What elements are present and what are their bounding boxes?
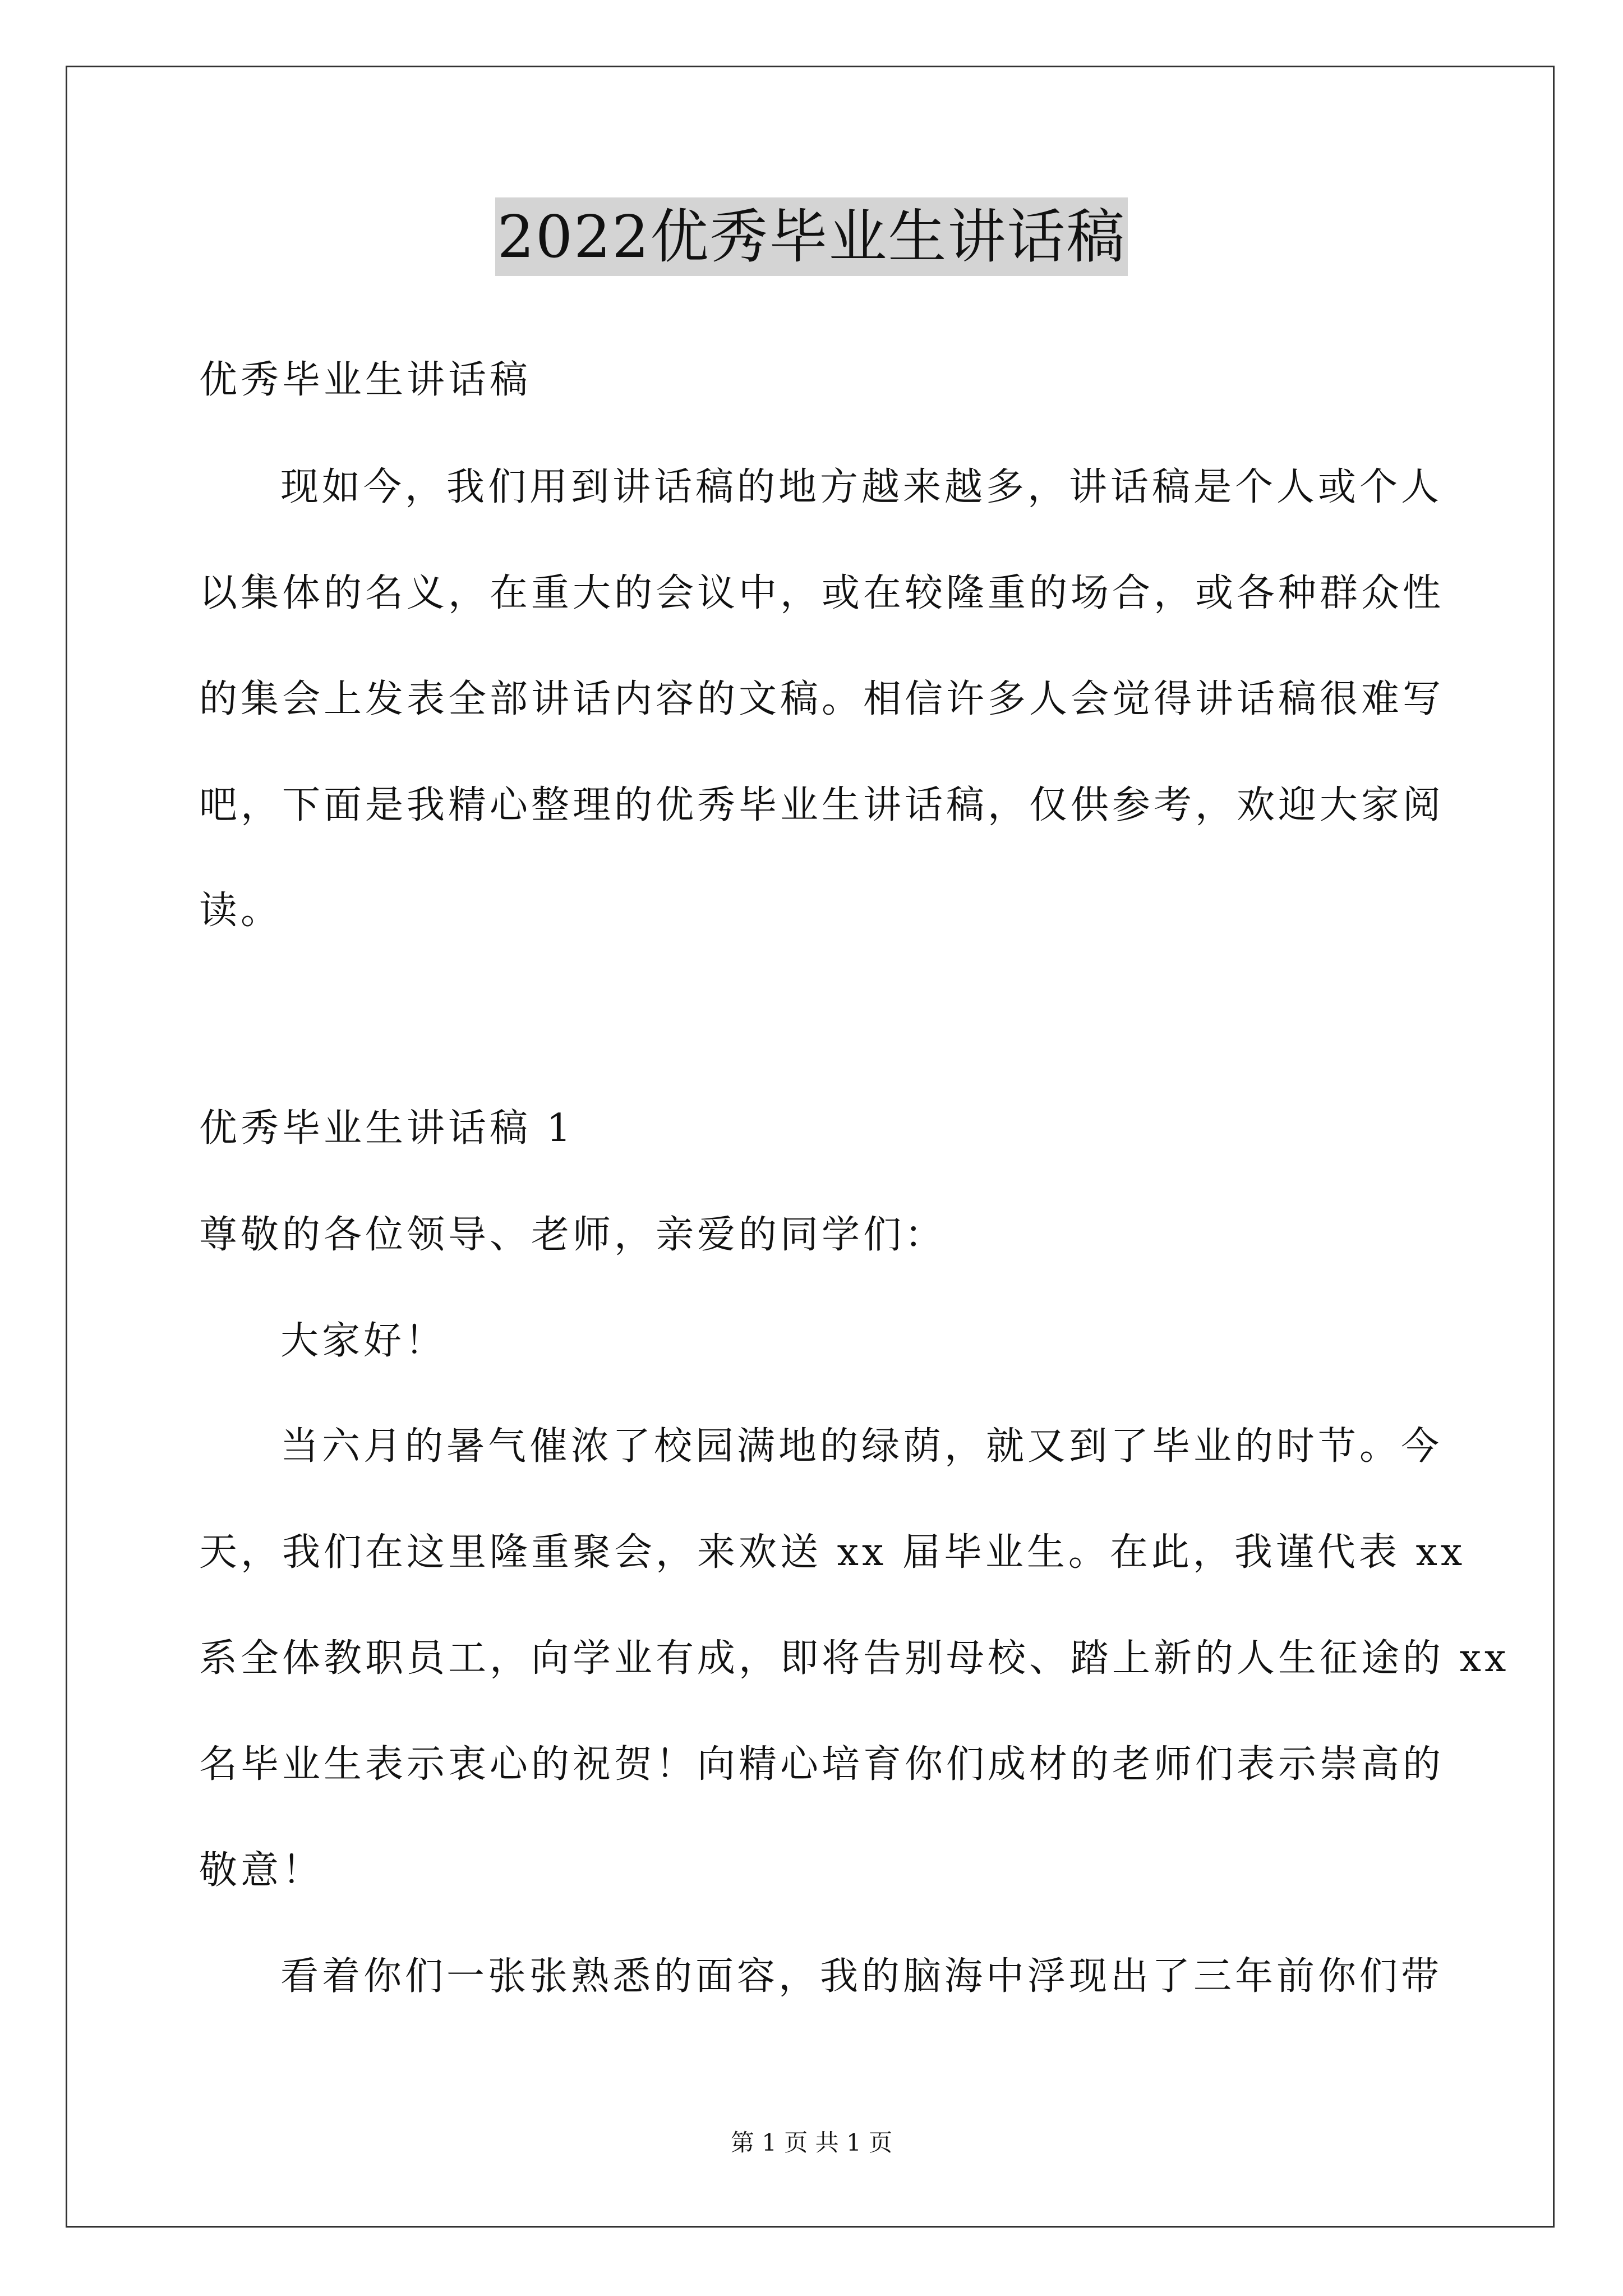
greeting: 大家好！ xyxy=(280,1319,447,1363)
body-line: 看着你们一张张熟悉的面容，我的脑海中浮现出了三年前你们带 xyxy=(280,1954,1443,1999)
title-container xyxy=(0,197,1623,276)
intro-line: 以集体的名义，在重大的会议中，或在较隆重的场合，或各种群众性 xyxy=(199,571,1445,615)
body-line: 系全体教职员工，向学业有成，即将告别母校、踏上新的人生征途的 xx xyxy=(199,1636,1510,1681)
body-line: 名毕业生表示衷心的祝贺！向精心培育你们成材的老师们表示崇高的 xyxy=(199,1742,1445,1787)
document-subtitle: 优秀毕业生讲话稿 xyxy=(199,358,532,402)
intro-line: 读。 xyxy=(199,889,283,933)
document-title: 2022优秀毕业生讲话稿 xyxy=(495,197,1128,276)
intro-line: 的集会上发表全部讲话内容的文稿。相信许多人会觉得讲话稿很难写 xyxy=(199,677,1445,721)
body-line: 当六月的暑气催浓了校园满地的绿荫，就又到了毕业的时节。今 xyxy=(280,1424,1443,1469)
page-footer: 第 1 页 共 1 页 xyxy=(730,2129,893,2156)
section-heading: 优秀毕业生讲话稿 1 xyxy=(199,1106,574,1151)
salutation: 尊敬的各位领导、老师，亲爱的同学们： xyxy=(199,1213,947,1257)
body-line: 天，我们在这里隆重聚会，来欢送 xx 届毕业生。在此，我谨代表 xx xyxy=(199,1530,1466,1575)
body-line: 敬意！ xyxy=(199,1848,324,1893)
intro-line: 现如今，我们用到讲话稿的地方越来越多，讲话稿是个人或个人 xyxy=(280,465,1443,509)
intro-line: 吧，下面是我精心整理的优秀毕业生讲话稿，仅供参考，欢迎大家阅 xyxy=(199,783,1445,827)
